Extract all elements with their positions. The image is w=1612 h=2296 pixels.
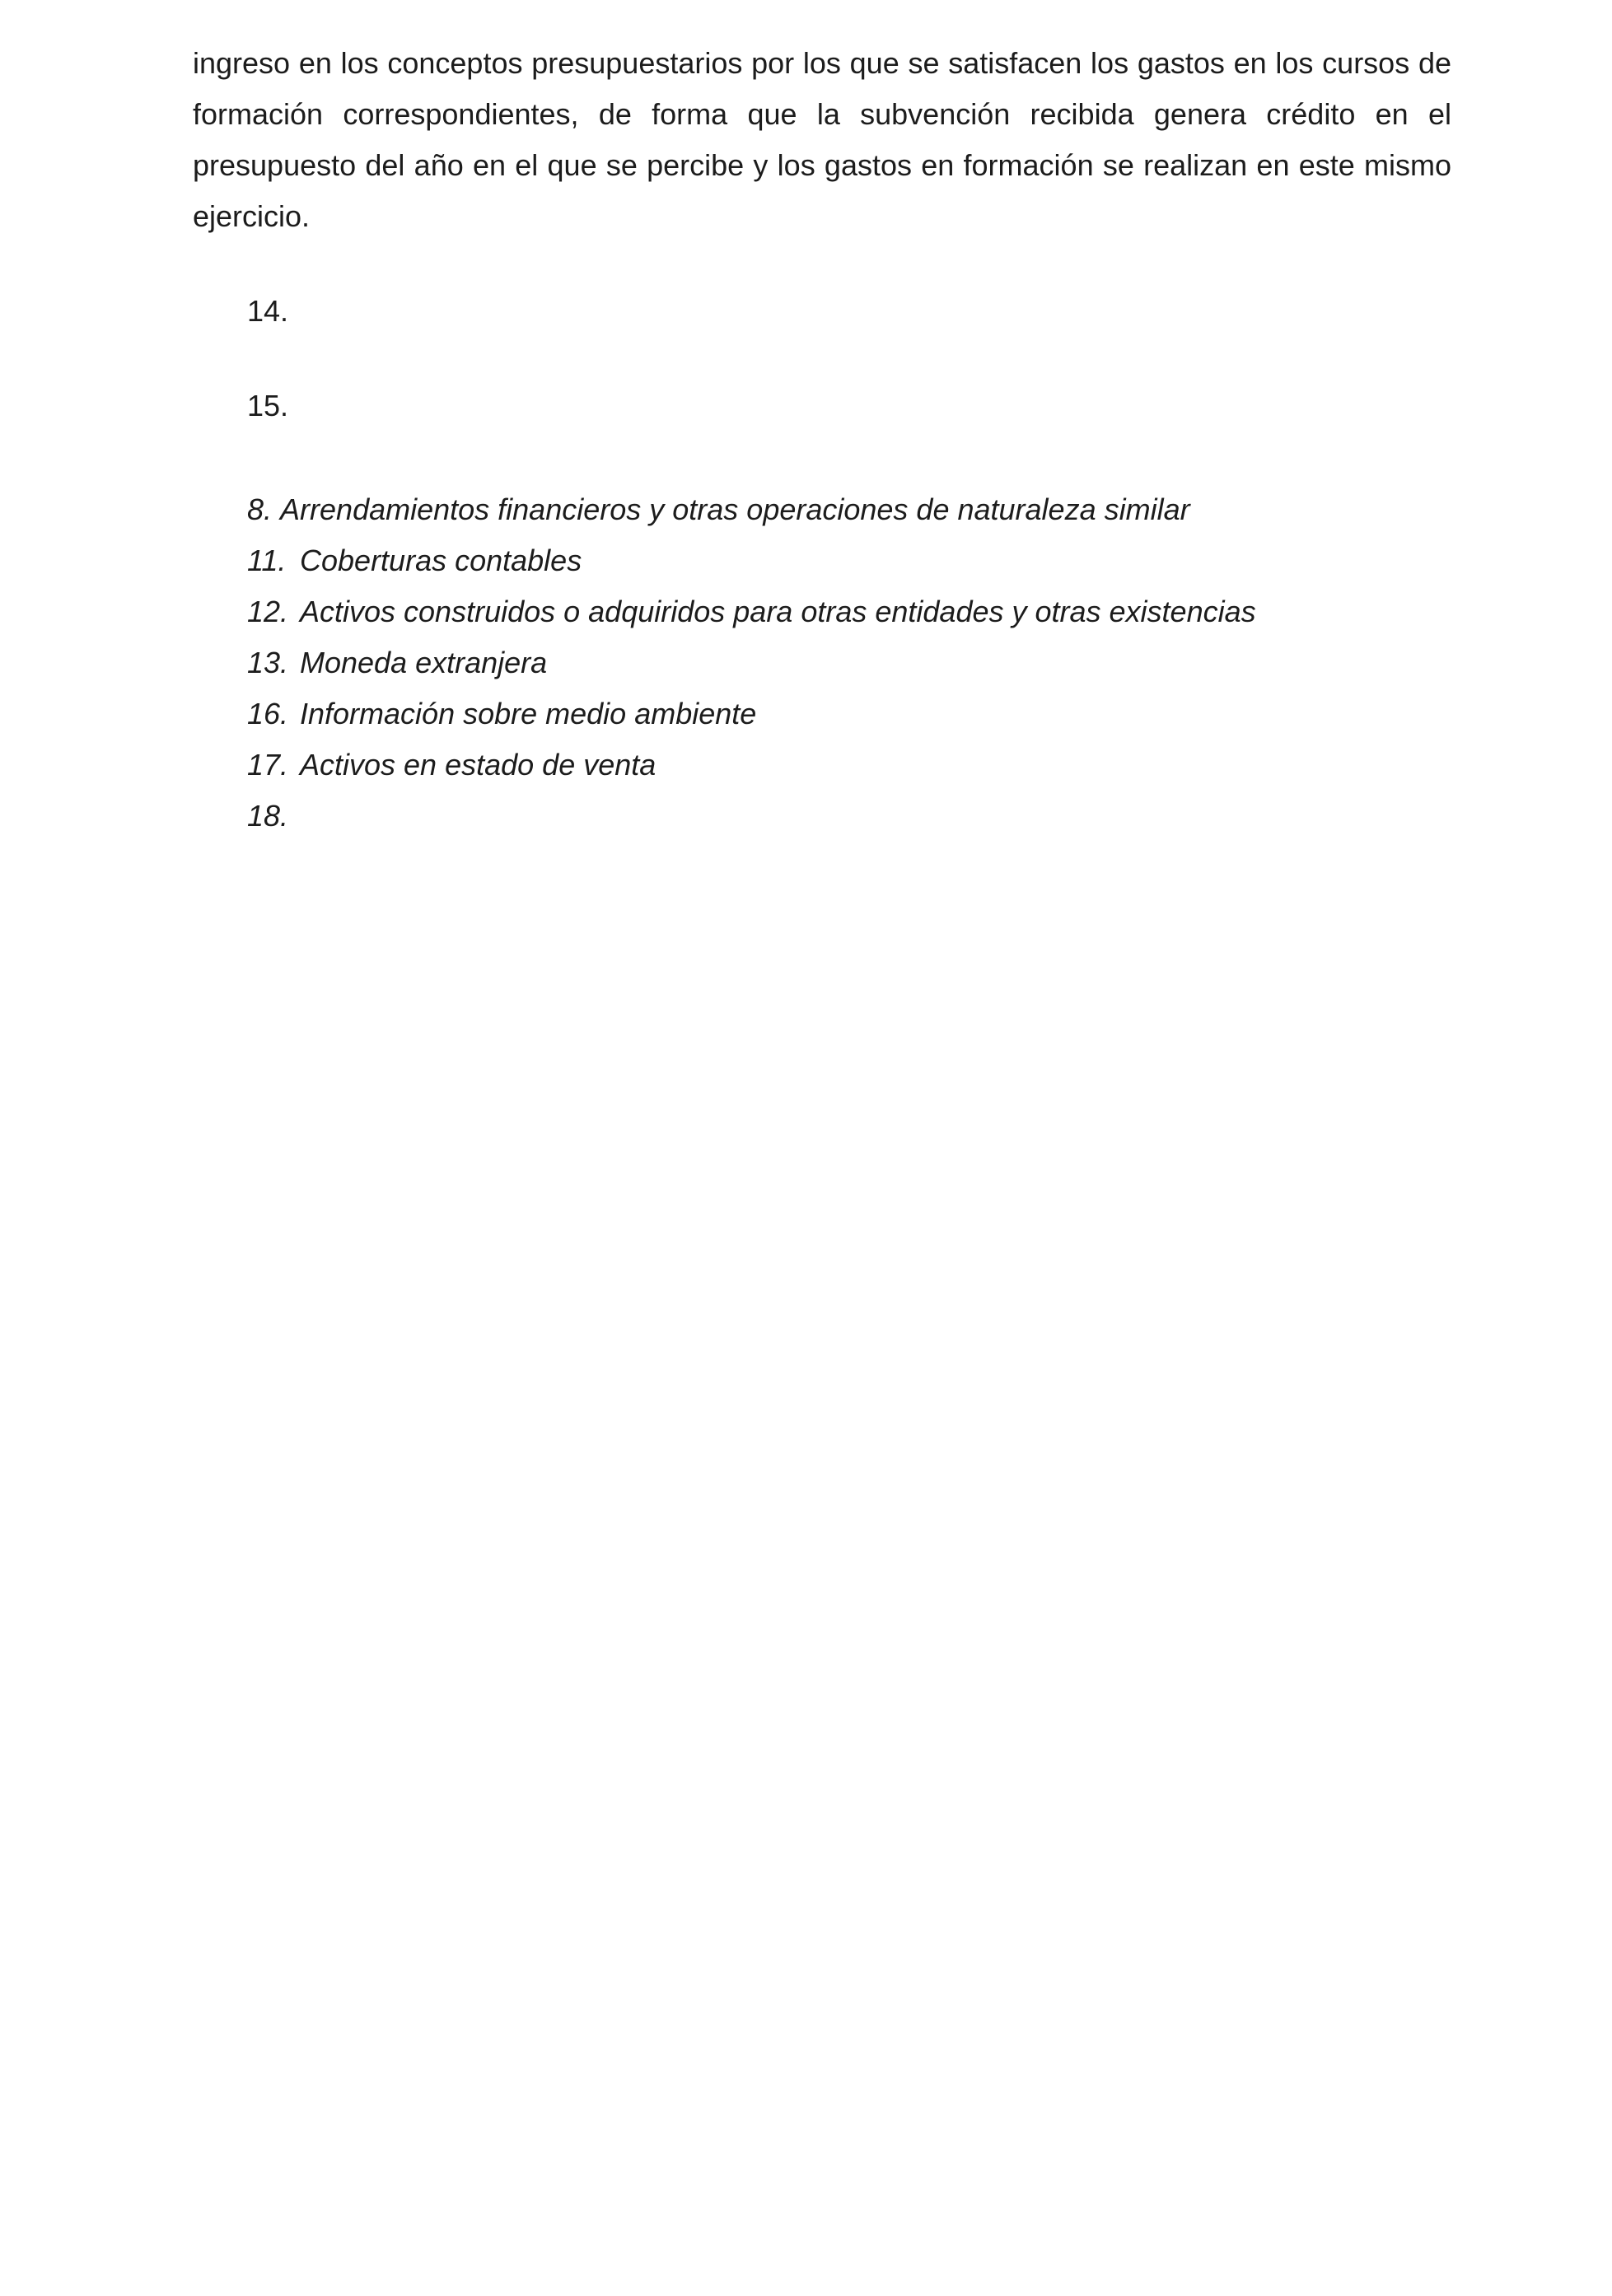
paragraph-line: ingreso en los conceptos presupuestarios por los que se satisfacen los gastos en los cursos de (193, 46, 1451, 80)
paragraph-line: ejercicio. (193, 199, 311, 233)
list-item-title: Activos en estado de venta (300, 748, 656, 782)
list-item (247, 586, 1256, 637)
list-item (247, 637, 1256, 688)
list-item (247, 740, 1256, 791)
list-item-number: 17. (247, 748, 289, 782)
list-item-title: Arrendamientos financieros y otras operaciones de naturaleza similar (280, 492, 1190, 526)
list-item (247, 484, 1256, 535)
list-item-title: Activos construidos o adquiridos para otras entidades y otras existencias (300, 595, 1256, 628)
section-number-15: 15. (247, 389, 289, 422)
italic-section-list (247, 484, 1256, 842)
list-item-number: 18. (247, 799, 289, 833)
list-item-number: 13. (247, 646, 289, 679)
list-item-title: Información sobre medio ambiente (300, 697, 757, 730)
paragraph-line: presupuesto del año en el que se percibe y los gastos en formación se realizan en este mismo (193, 148, 1451, 182)
list-item-number: 11. (247, 544, 287, 577)
list-item-title: Moneda extranjera (300, 646, 548, 679)
section-number-14: 14. (247, 294, 289, 328)
list-item-number: 12. (247, 595, 289, 628)
list-item-title: Coberturas contables (300, 544, 582, 577)
list-item (247, 688, 1256, 740)
list-item (247, 535, 1256, 586)
list-item-number: 16. (247, 697, 289, 730)
list-item-number: 8. (247, 492, 273, 526)
paragraph-line: formación correspondientes, de forma que la subvención recibida genera crédito en el (193, 97, 1451, 131)
list-item (247, 791, 1256, 842)
body-paragraph (193, 38, 1451, 242)
